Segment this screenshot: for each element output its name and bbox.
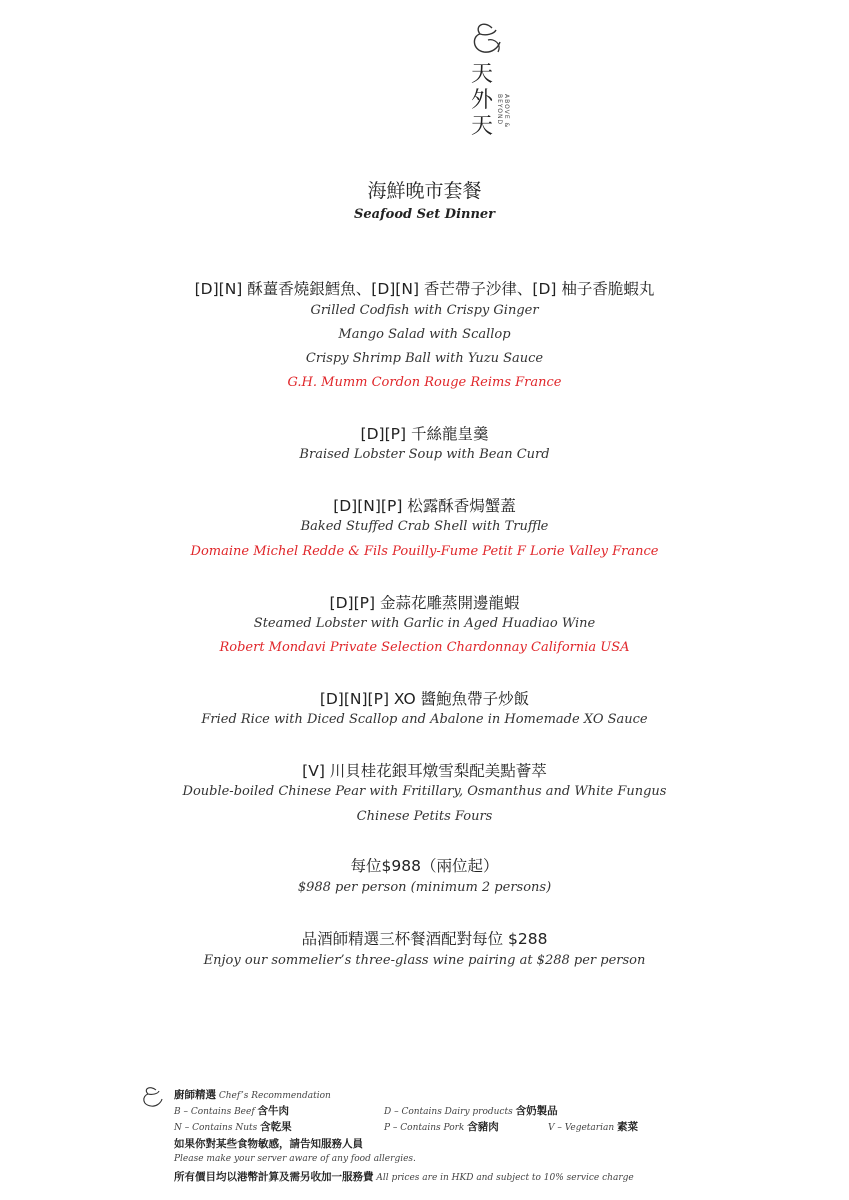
course-4-wine: Robert Mondavi Private Selection Chardonnay California USA [219, 640, 630, 655]
course-2-chinese: [D][P] 千絲龍皇羹 [360, 425, 489, 443]
legend-dairy-cn: 含奶製品 [515, 1105, 558, 1117]
legend-pork-en: P – Contains Pork [384, 1123, 465, 1133]
course-3-english: Baked Stuffed Crab Shell with Truffle [300, 519, 549, 534]
course-6-chinese: [V] 川貝桂花銀耳燉雪梨配美點薈萃 [302, 762, 547, 780]
logo-char: 天 [471, 62, 494, 87]
allergy-notice-cn: 如果你對某些食物敏感，請告知服務人員 [174, 1138, 363, 1150]
course-4-chinese: [D][P] 金蒜花雕蒸開邊龍蝦 [329, 594, 520, 612]
course-1-wine: G.H. Mumm Cordon Rouge Reims France [287, 375, 562, 390]
logo [462, 22, 512, 152]
logo-char: 外 [471, 88, 494, 113]
logo-char: 天 [471, 114, 494, 139]
legend-beef-cn: 含牛肉 [257, 1105, 290, 1117]
course-1-english-line-3: Crispy Shrimp Ball with Yuzu Sauce [305, 351, 544, 366]
legend-pork-cn: 含豬肉 [467, 1121, 499, 1133]
pairing-chinese: 品酒師精選三杯餐酒配對每位 $288 [301, 930, 548, 948]
legend-dairy-en: D – Contains Dairy products [384, 1107, 513, 1117]
chef-recommendation-en: Chef’s Recommendation [218, 1091, 331, 1101]
chef-recommendation-cn: 廚師精選 [174, 1089, 216, 1101]
course-5-english: Fried Rice with Diced Scallop and Abalone in Homemade XO Sauce [201, 712, 648, 727]
logo-english: ABOVE & BEYOND [496, 94, 510, 129]
price-english: $988 per person (minimum 2 persons) [297, 880, 552, 895]
pairing-english: Enjoy our sommelier’s three-glass wine pairing at $288 per person [203, 953, 646, 968]
allergy-notice-en: Please make your server aware of any food allergies. [174, 1154, 416, 1164]
course-6-english-line-1: Double-boiled Chinese Pear with Fritillary, Osmanthus and White Fungus [182, 784, 667, 799]
legend-nuts-en: N – Contains Nuts [174, 1123, 258, 1133]
legend-vegetarian-cn: 素菜 [617, 1121, 639, 1133]
menu-title-english: Seafood Set Dinner [353, 207, 496, 222]
price-chinese: 每位$988（兩位起） [350, 857, 499, 875]
course-1-chinese: [D][N] 酥薑香燒銀鱈魚、[D][N] 香芒帶子沙律、[D] 柚子香脆蝦丸 [194, 280, 655, 298]
chefs-recommendation-icon [140, 1086, 166, 1110]
charge-notice-en: All prices are in HKD and subject to 10% service charge [376, 1173, 634, 1183]
course-1-english-line-2: Mango Salad with Scallop [338, 327, 511, 342]
course-6-english-line-2: Chinese Petits Fours [356, 809, 493, 824]
course-3-wine: Domaine Michel Redde & Fils Pouilly-Fume Petit F Lorie Valley France [190, 544, 659, 559]
logo-chinese [471, 62, 497, 140]
course-4-english: Steamed Lobster with Garlic in Aged Huadiao Wine [253, 616, 596, 631]
ampersand-logo-icon [470, 22, 504, 58]
course-5-chinese: [D][N][P] XO 醬鮑魚帶子炒飯 [319, 690, 530, 708]
charge-notice-cn: 所有價目均以港幣計算及需另收加一服務費 [174, 1171, 374, 1183]
course-2-english: Braised Lobster Soup with Bean Curd [299, 447, 550, 462]
legend-beef-en: B – Contains Beef [174, 1107, 255, 1117]
menu-title-chinese: 海鮮晚市套餐 [367, 180, 482, 202]
course-3-chinese: [D][N][P] 松露酥香焗蟹蓋 [333, 497, 516, 515]
legend-vegetarian-en: V – Vegetarian [548, 1123, 615, 1133]
legend-nuts-cn: 含乾果 [260, 1121, 292, 1133]
course-1-english-line-1: Grilled Codfish with Crispy Ginger [310, 303, 539, 318]
